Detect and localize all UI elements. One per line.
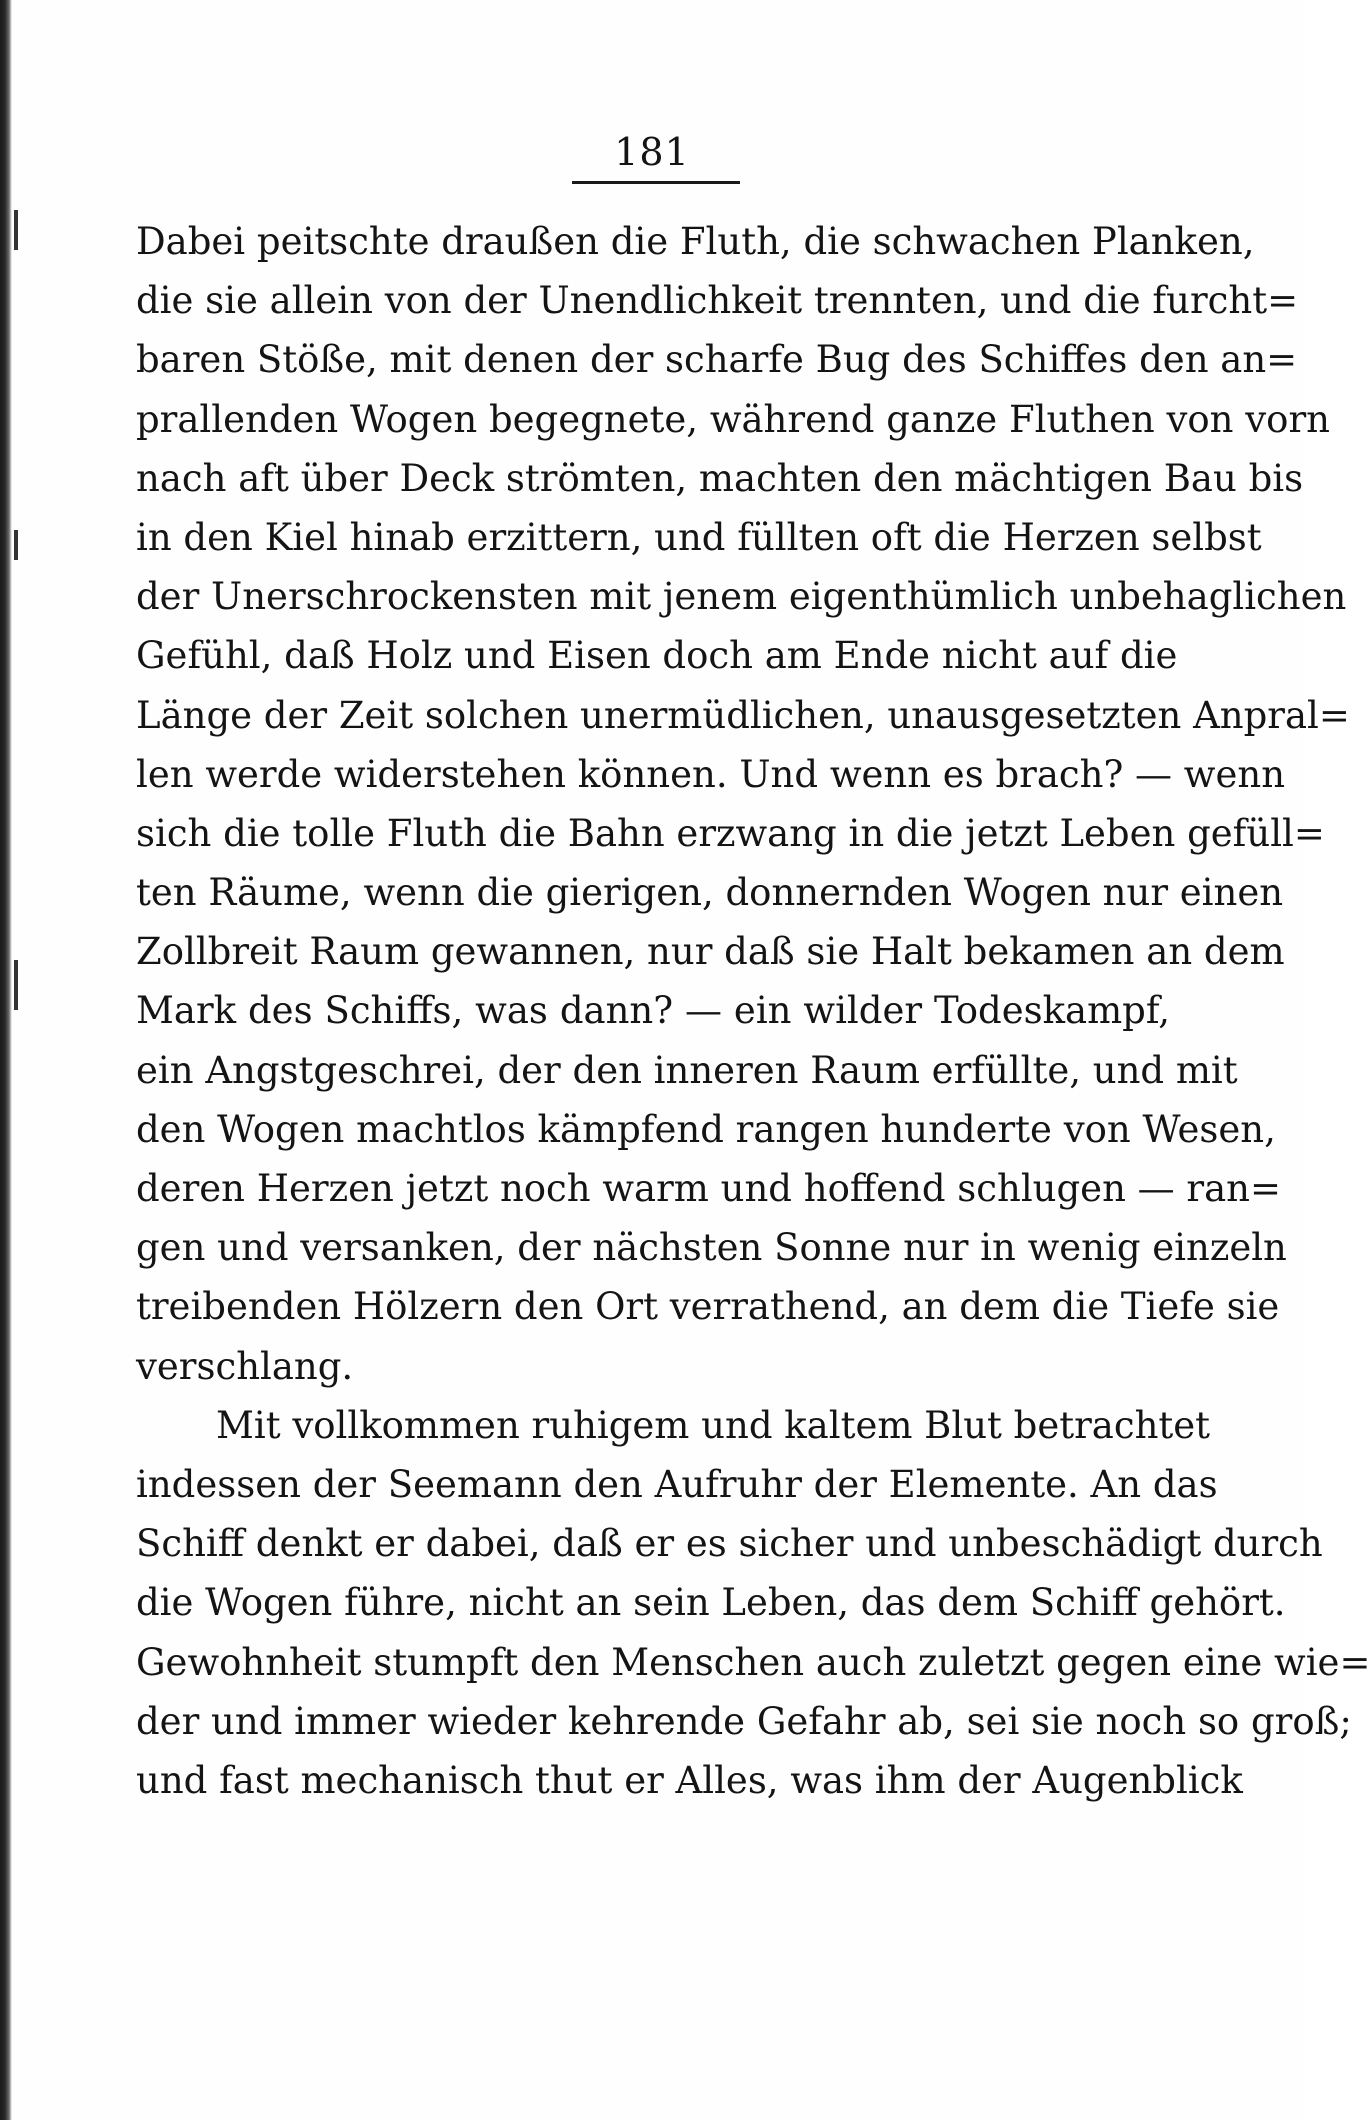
text-line: Zollbreit Raum gewannen, nur daß sie Halt bekamen an dem <box>136 930 1285 974</box>
text-line: ein Angstgeschrei, der den inneren Raum erfüllte, und mit <box>136 1048 1238 1092</box>
paragraph-2 <box>136 1396 1370 1810</box>
text-line: Dabei peitschte draußen die Fluth, die schwachen Planken, <box>136 220 1255 263</box>
text-line: der und immer wieder kehrende Gefahr ab, sei sie noch so groß; <box>136 1699 1352 1743</box>
scan-artifact <box>14 210 18 250</box>
text-line: Schiff denkt er dabei, daß er es sicher und unbeschädigt durch <box>136 1522 1323 1566</box>
text-line: deren Herzen jetzt noch warm und hoffend schlugen — ran= <box>136 1167 1282 1210</box>
header-rule <box>572 181 740 184</box>
text-line: die sie allein von der Unendlichkeit trennten, und die furcht= <box>136 279 1299 323</box>
page-number: 181 <box>614 130 690 174</box>
text-line: gen und versanken, der nächsten Sonne nur in wenig einzeln <box>136 1226 1287 1270</box>
scan-artifact <box>14 530 18 560</box>
text-line: und fast mechanisch thut er Alles, was ihm der Augenblick <box>136 1758 1243 1802</box>
text-line: verschlang. <box>136 1344 354 1388</box>
text-line: in den Kiel hinab erzittern, und füllten oft die Herzen selbst <box>136 515 1262 559</box>
text-line: den Wogen machtlos kämpfend rangen hunderte von Wesen, <box>136 1107 1276 1151</box>
text-line: Länge der Zeit solchen unermüdlichen, unausgesetzten Anpral= <box>136 693 1350 737</box>
text-line: indessen der Seemann den Aufruhr der Elemente. An das <box>136 1462 1218 1506</box>
scan-artifact <box>14 960 18 1010</box>
text-line: der Unerschrockensten mit jenem eigenthümlich unbehaglichen <box>136 575 1347 619</box>
text-line: die Wogen führe, nicht an sein Leben, das dem Schiff gehört. <box>136 1581 1286 1625</box>
text-line: sich die tolle Fluth die Bahn erzwang in die jetzt Leben gefüll= <box>136 811 1325 855</box>
text-line: Gewohnheit stumpft den Menschen auch zuletzt gegen eine wie= <box>136 1640 1370 1684</box>
text-line: baren Stöße, mit denen der scharfe Bug des Schiffes den an= <box>136 338 1298 382</box>
text-line: Gefühl, daß Holz und Eisen doch am Ende nicht auf die <box>136 634 1178 678</box>
text-line: treibenden Hölzern den Ort verrathend, an dem die Tiefe sie <box>136 1285 1280 1329</box>
text-line: Mit vollkommen ruhigem und kaltem Blut betrachtet <box>216 1403 1211 1447</box>
text-line: prallenden Wogen begegnete, während ganze Fluthen von vorn <box>136 397 1330 441</box>
body-text <box>136 212 1370 1810</box>
paragraph-1 <box>136 212 1350 1396</box>
text-line: ten Räume, wenn die gierigen, donnernden Wogen nur einen <box>136 871 1284 915</box>
text-line: len werde widerstehen können. Und wenn es brach? — wenn <box>136 752 1286 796</box>
page-binding-edge <box>0 0 12 2120</box>
text-line: nach aft über Deck strömten, machten den mächtigen Bau bis <box>136 456 1304 500</box>
text-line: Mark des Schiffs, was dann? — ein wilder Todeskampf, <box>136 989 1170 1033</box>
